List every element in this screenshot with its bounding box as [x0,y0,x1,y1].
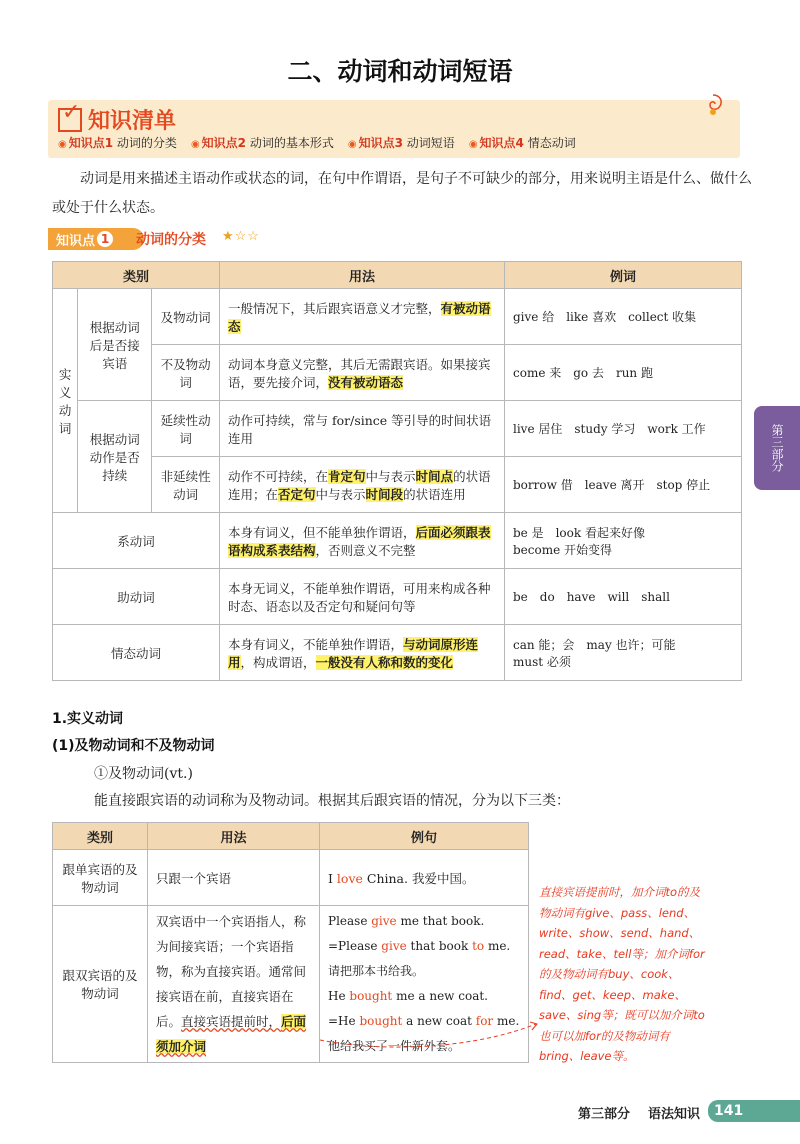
usage-cell: 本身有词义，但不能单独作谓语，后面必须跟表语构成系表结构，否则意义不完整 [220,513,505,569]
table-header-row [53,823,529,850]
usage-cell: 本身无词义，不能单独作谓语，可用来构成各种时态、语态以及否定句和疑问句等 [220,569,505,625]
checkbox-icon [58,108,82,132]
col-header-usage: 用法 [220,262,505,289]
examples-cell: be do have will shall [505,569,742,625]
usage-cell: 双宾语中一个宾语指人，称为间接宾语；一个宾语指物，称为直接宾语。通常间接宾语在前，直接宾语在后。直接宾语提前时，后面须加介词 [148,906,320,1063]
verb-type: 非延续性动词 [152,457,220,513]
example-cell: Please give me that book. =Please give that book to me. 请把那本书给我。 He bought me a new coat. =He bought a new coat for me. 他给我买了一件新外套。 [320,906,529,1063]
annotation-arrow [320,1018,540,1058]
tag-kp3[interactable]: ◉ 知识点3 动词短语 [347,136,455,150]
group-label: 实义动词 [53,289,78,513]
table-row [53,457,742,513]
table-row [53,569,742,625]
sub-category: 根据动词后是否接宾语 [78,289,152,401]
page-title: 二、动词和动词短语 [287,57,513,86]
tag-kp4[interactable]: ◉ 知识点4 情态动词 [468,136,576,150]
category-cell: 跟单宾语的及物动词 [53,850,148,906]
usage-cell: 本身有词义，不能单独作谓语，与动词原形连用，构成谓语，一般没有人称和数的变化 [220,625,505,681]
usage-cell: 动作不可持续，在肯定句中与表示时间点的状语连用；在否定句中与表示时间段的状语连用 [220,457,505,513]
side-tab[interactable]: 第三部分 [754,406,800,490]
kp1-number: 1 [97,231,113,247]
knowledge-list-title: 知识清单 [88,109,177,134]
knowledge-list-heading [58,104,176,135]
subsection-heading: (1)及物动词和不及物动词 [52,738,215,754]
col-header-example: 例句 [320,823,529,850]
intro-paragraph: 动词是用来描述主语动作或状态的词，在句中作谓语，是句子不可缺少的部分，用来说明主语是什么、做什么或处于什么状态。 [52,171,752,216]
kp1-badge: 知识点 1 [48,228,144,250]
table-row [53,401,742,457]
tag-kp2[interactable]: ◉ 知识点2 动词的基本形式 [190,136,334,150]
difficulty-stars: ★☆☆ [222,229,260,244]
usage-cell: 动词本身意义完整，其后无需跟宾语。如果接宾语，要先接介词，没有被动语态 [220,345,505,401]
category-cell: 跟双宾语的及物动词 [53,906,148,1063]
table-row [53,289,742,345]
verb-category: 情态动词 [53,625,220,681]
verb-type: 延续性动词 [152,401,220,457]
knowledge-tags [58,134,576,151]
table-header-row [53,262,742,289]
examples-cell: come 来 go 去 run 跑 [505,345,742,401]
footer-section: 语法知识 [648,1107,701,1122]
col-header-usage: 用法 [148,823,320,850]
usage-cell: 一般情况下，其后跟宾语意义才完整，有被动语态 [220,289,505,345]
sub-category: 根据动词动作是否持续 [78,401,152,513]
examples-cell: borrow 借 leave 离开 stop 停止 [505,457,742,513]
verb-category: 助动词 [53,569,220,625]
verb-type: 及物动词 [152,289,220,345]
table-row [53,850,529,906]
sub-subsection-heading: ①及物动词(vt.) [94,766,193,782]
table-row [53,513,742,569]
example-cell: I love China. 我爱中国。 [320,850,529,906]
verb-type: 不及物动词 [152,345,220,401]
examples-cell: give 给 like 喜欢 collect 收集 [505,289,742,345]
table-row [53,345,742,401]
col-header-examples: 例词 [505,262,742,289]
usage-cell: 动作可持续，常与 for/since 等引导的时间状语连用 [220,401,505,457]
page-number: 141 [708,1100,800,1122]
verb-classification-table [52,261,742,681]
examples-cell: live 居住 study 学习 work 工作 [505,401,742,457]
examples-cell: be 是 look 看起来好像 become 开始变得 [505,513,742,569]
examples-cell: can 能；会 may 也许；可能 must 必须 [505,625,742,681]
margin-note: 直接宾语提前时，加介词to的及物动词有give、pass、lend、write、show、send、hand、read、take、tell等；加介词for的及物动词有buy、cook、find、get、keep、make、save、sing等；既可以加介词to也可以加for的及物动词有bring、leave等。 [539,885,705,1063]
section-heading: 1.实义动词 [52,711,124,727]
footer [0,1096,800,1126]
footer-part: 第三部分 [578,1107,631,1122]
col-header-category: 类别 [53,823,148,850]
tag-kp1[interactable]: ◉ 知识点1 动词的分类 [58,136,177,150]
kp1-title: 动词的分类 [136,232,206,248]
col-header-category: 类别 [53,262,220,289]
swirl-icon [700,92,726,118]
paragraph: 能直接跟宾语的动词称为及物动词。根据其后跟宾语的情况，分为以下三类： [94,793,570,809]
table-row [53,625,742,681]
usage-cell: 只跟一个宾语 [148,850,320,906]
verb-category: 系动词 [53,513,220,569]
